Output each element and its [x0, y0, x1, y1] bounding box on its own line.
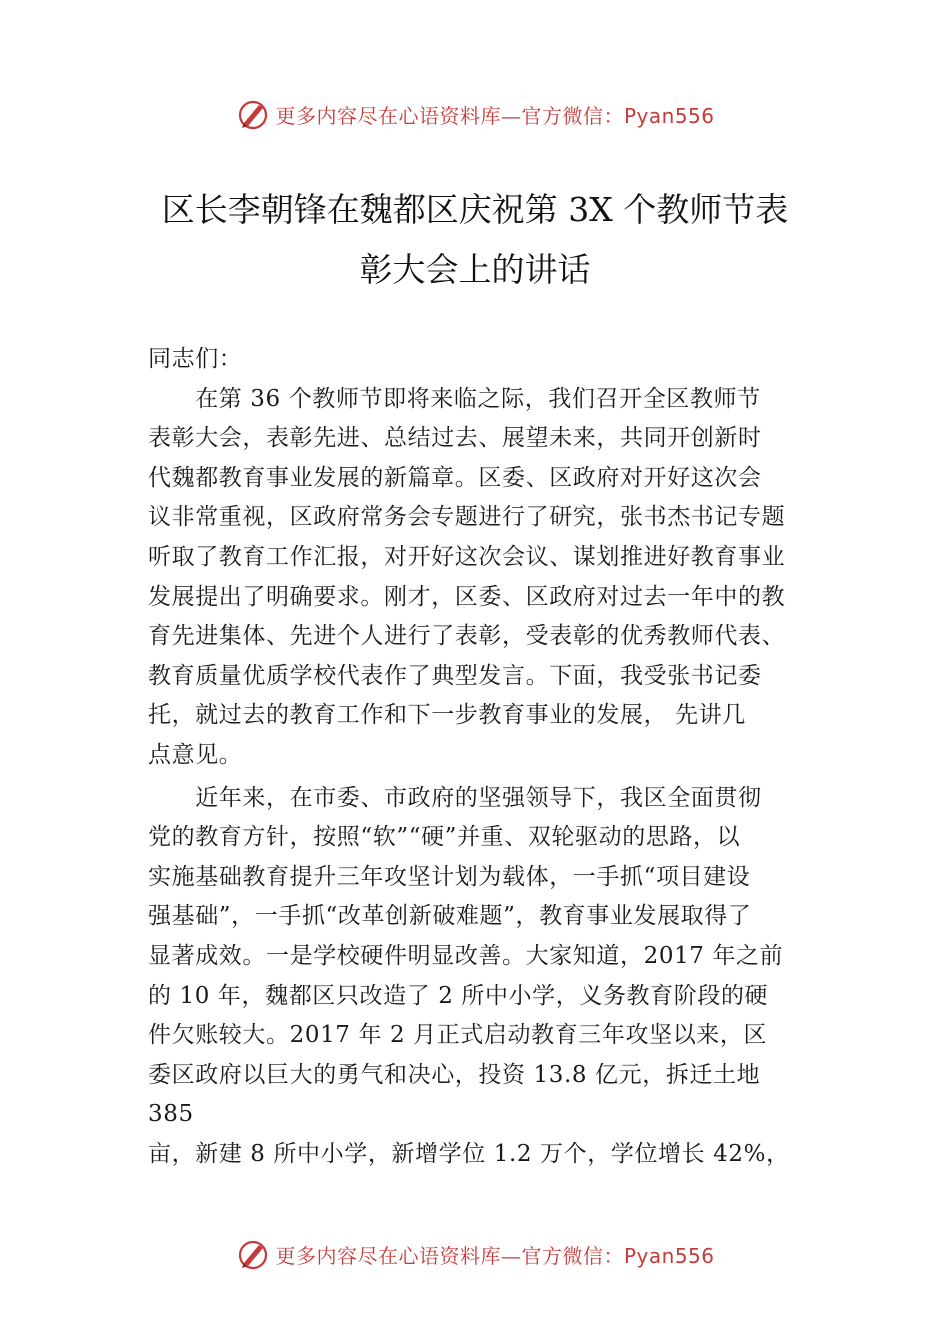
text-line: 表彰大会，表彰先进、总结过去、展望未来，共同开创新时	[148, 425, 762, 452]
watermark-label: 更多内容尽在心语资料库—官方微信：	[275, 1243, 624, 1268]
text-line: 育先进集体、先进个人进行了表彰，受表彰的优秀教师代表、	[148, 623, 786, 650]
text-line: 亩，新建 8 所中小学，新增学位 1.2 万个，学位增长 42%，	[148, 1140, 790, 1167]
text-line: 385	[148, 1101, 194, 1128]
text-line: 件欠账较大。2017 年 2 月正式启动教育三年攻坚以来，区	[148, 1022, 768, 1049]
salutation: 同志们：	[148, 346, 243, 372]
watermark-text	[275, 100, 714, 129]
pen-circle-logo-icon	[235, 1236, 271, 1272]
text-line: 近年来，在市委、市政府的坚强领导下，我区全面贯彻	[148, 784, 762, 811]
text-line: 点意见。	[148, 741, 243, 768]
paragraph-1	[148, 380, 828, 776]
footer-watermark-banner	[0, 1232, 950, 1276]
document-body	[148, 340, 828, 1174]
text-line: 教育质量优质学校代表作了典型发言。下面，我受张书记委	[148, 662, 762, 689]
paragraph-2	[148, 779, 828, 1175]
text-line: 托，就过去的教育工作和下一步教育事业的发展， 先讲几	[148, 702, 746, 729]
text-line: 代魏都教育事业发展的新篇章。区委、区政府对开好这次会	[148, 464, 762, 491]
watermark-text	[275, 1240, 714, 1269]
text-line: 显著成效。一是学校硬件明显改善。大家知道，2017 年之前	[148, 942, 784, 969]
watermark-label: 更多内容尽在心语资料库—官方微信：	[275, 103, 624, 128]
text-line: 听取了教育工作汇报，对开好这次会议、谋划推进好教育事业	[148, 543, 786, 570]
watermark-wechat-id: Pyan556	[623, 1243, 715, 1268]
text-line: 党的教育方针，按照“软”“硬”并重、双轮驱动的思路，以	[148, 824, 741, 851]
watermark-wechat-id: Pyan556	[623, 103, 715, 128]
text-line: 在第 36 个教师节即将来临之际，我们召开全区教师节	[148, 385, 761, 412]
text-line: 议非常重视，区政府常务会专题进行了研究，张书杰书记专题	[148, 504, 786, 531]
text-line: 委区政府以巨大的勇气和决心，投资 13.8 亿元，拆迁土地	[148, 1061, 761, 1088]
title-line: 区长李朝锋在魏都区庆祝第 3X 个教师节表	[161, 190, 789, 229]
pen-circle-logo-icon	[235, 96, 271, 132]
text-line: 实施基础教育提升三年攻坚计划为载体，一手抓“项目建设	[148, 863, 751, 890]
text-line: 强基础”，一手抓“改革创新破难题”，教育事业发展取得了	[148, 903, 752, 930]
title-line: 彰大会上的讲话	[359, 250, 591, 289]
text-line: 的 10 年，魏都区只改造了 2 所中小学，义务教育阶段的硬	[148, 982, 769, 1009]
header-watermark-banner	[0, 92, 950, 136]
text-line: 发展提出了明确要求。刚才，区委、区政府对过去一年中的教	[148, 583, 786, 610]
document-title	[100, 180, 850, 300]
